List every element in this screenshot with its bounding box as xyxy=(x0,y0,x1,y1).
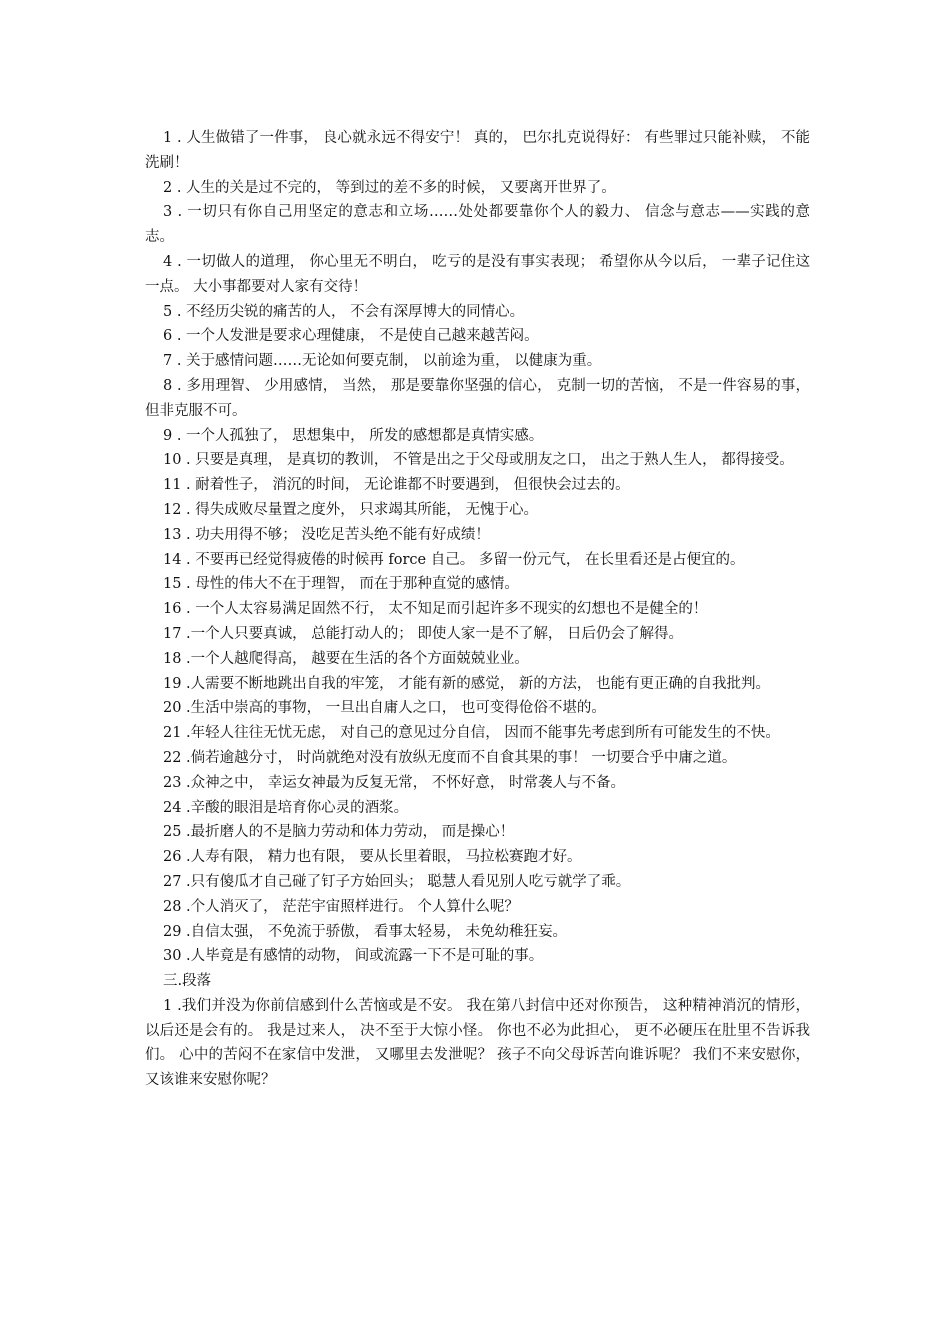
document-body xyxy=(145,126,815,1093)
quote-item-23: 23 .众神之中， 幸运女神最为反复无常， 不怀好意， 时常袭人与不备。 xyxy=(163,774,625,791)
quote-item-20: 20 .生活中崇高的事物， 一旦出自庸人之口， 也可变得伧俗不堪的。 xyxy=(163,700,606,717)
quote-item-2: 2 . 人生的关是过不完的， 等到过的差不多的时候， 又要离开世界了。 xyxy=(163,179,616,196)
quote-item-25: 25 .最折磨人的不是脑力劳动和体力劳动， 而是操心！ xyxy=(163,824,515,841)
quote-item-22: 22 .倘若逾越分寸， 时尚就绝对没有放纵无度而不自食其果的事！ 一切要合乎中庸之道。 xyxy=(163,749,737,766)
quote-item-19: 19 .人需要不断地跳出自我的牢笼， 才能有新的感觉， 新的方法， 也能有更正确的自我批判。 xyxy=(163,675,770,692)
quote-item-10: 10 . 只要是真理， 是真切的教训， 不管是出之于父母或朋友之口， 出之于熟人生人， 都得接受。 xyxy=(163,452,794,469)
quote-item-16: 16 . 一个人太容易满足固然不行， 太不知足而引起许多不现实的幻想也不是健全的！ xyxy=(163,601,708,618)
quote-item-6: 6 . 一个人发泄是要求心理健康， 不是使自己越来越苦闷。 xyxy=(163,328,539,345)
quote-item-1: 1 . 人生做错了一件事， 良心就永远不得安宁！ 真的， 巴尔扎克说得好： 有些罪过只能补赎， 不能洗刷！ xyxy=(145,130,810,171)
quote-item-28: 28 .个人消灭了， 茫茫宇宙照样进行。 个人算什么呢？ xyxy=(163,898,519,915)
quote-item-4: 4 . 一切做人的道理， 你心里无不明白， 吃亏的是没有事实表现； 希望你从今以后， 一辈子记住这一点。 大小事都要对人家有交待！ xyxy=(145,253,810,295)
section-heading: 三.段落 xyxy=(163,973,212,990)
quote-item-27: 27 .只有傻瓜才自己碰了钉子方始回头； 聪慧人看见别人吃亏就学了乖。 xyxy=(163,873,631,890)
quote-item-15: 15 . 母性的伟大不在于理智， 而在于那种直觉的感情。 xyxy=(163,576,519,593)
quote-item-3: 3 . 一切只有你自己用坚定的意志和立场……处处都要靠你个人的毅力、 信念与意志——实践的意志。 xyxy=(145,204,810,246)
quote-item-13: 13 . 功夫用得不够； 没吃足苦头绝不能有好成绩！ xyxy=(163,526,490,543)
quote-item-5: 5 . 不经历尖锐的痛苦的人， 不会有深厚博大的同情心。 xyxy=(163,303,525,320)
quote-item-26: 26 .人寿有限， 精力也有限， 要从长里着眼， 马拉松赛跑才好。 xyxy=(163,849,582,866)
quote-item-8: 8 . 多用理智、 少用感情， 当然， 那是要靠你坚强的信心， 克制一切的苦恼， 不是一件容易的事， 但非克服不可。 xyxy=(145,377,815,419)
quote-item-9: 9 . 一个人孤独了， 思想集中， 所发的感想都是真情实感。 xyxy=(163,427,544,444)
quote-item-29: 29 .自信太强， 不免流于骄傲， 看事太轻易， 未免幼稚狂妄。 xyxy=(163,923,567,940)
quote-item-30: 30 .人毕竟是有感情的动物， 间或流露一下不是可耻的事。 xyxy=(163,948,544,965)
paragraph-1: 1 .我们并没为你前信感到什么苦恼或是不安。 我在第八封信中还对你预告， 这种精神消沉的情形， 以后还是会有的。 我是过来人， 决不至于大惊小怪。 你也不必为此担心， 更不必硬压在肚里不告诉我们。 心中的苦闷不在家信中发泄， 又哪里去发泄呢？ 孩子不向父母诉苦向谁诉呢？ 我们不来安慰你， 又该谁来安慰你呢？ xyxy=(145,997,815,1089)
quote-item-21: 21 .年轻人往往无忧无虑， 对自己的意见过分自信， 因而不能事先考虑到所有可能发生的不快。 xyxy=(163,725,780,742)
quote-item-12: 12 . 得失成败尽量置之度外， 只求竭其所能， 无愧于心。 xyxy=(163,501,538,518)
quote-item-7: 7 . 关于感情问题……无论如何要克制， 以前途为重， 以健康为重。 xyxy=(163,353,602,370)
quote-item-17: 17 .一个人只要真诚， 总能打动人的； 即使人家一是不了解， 日后仍会了解得。 xyxy=(163,625,683,642)
quote-item-18: 18 .一个人越爬得高， 越要在生活的各个方面兢兢业业。 xyxy=(163,650,529,667)
quote-item-11: 11 . 耐着性子， 消沉的时间， 无论谁都不时要遇到， 但很快会过去的。 xyxy=(163,477,630,494)
quote-item-14: 14 . 不要再已经觉得疲倦的时候再 force 自己。 多留一份元气， 在长里看还是占便宜的。 xyxy=(163,551,745,568)
quote-item-24: 24 .辛酸的眼泪是培育你心灵的酒浆。 xyxy=(163,799,409,816)
